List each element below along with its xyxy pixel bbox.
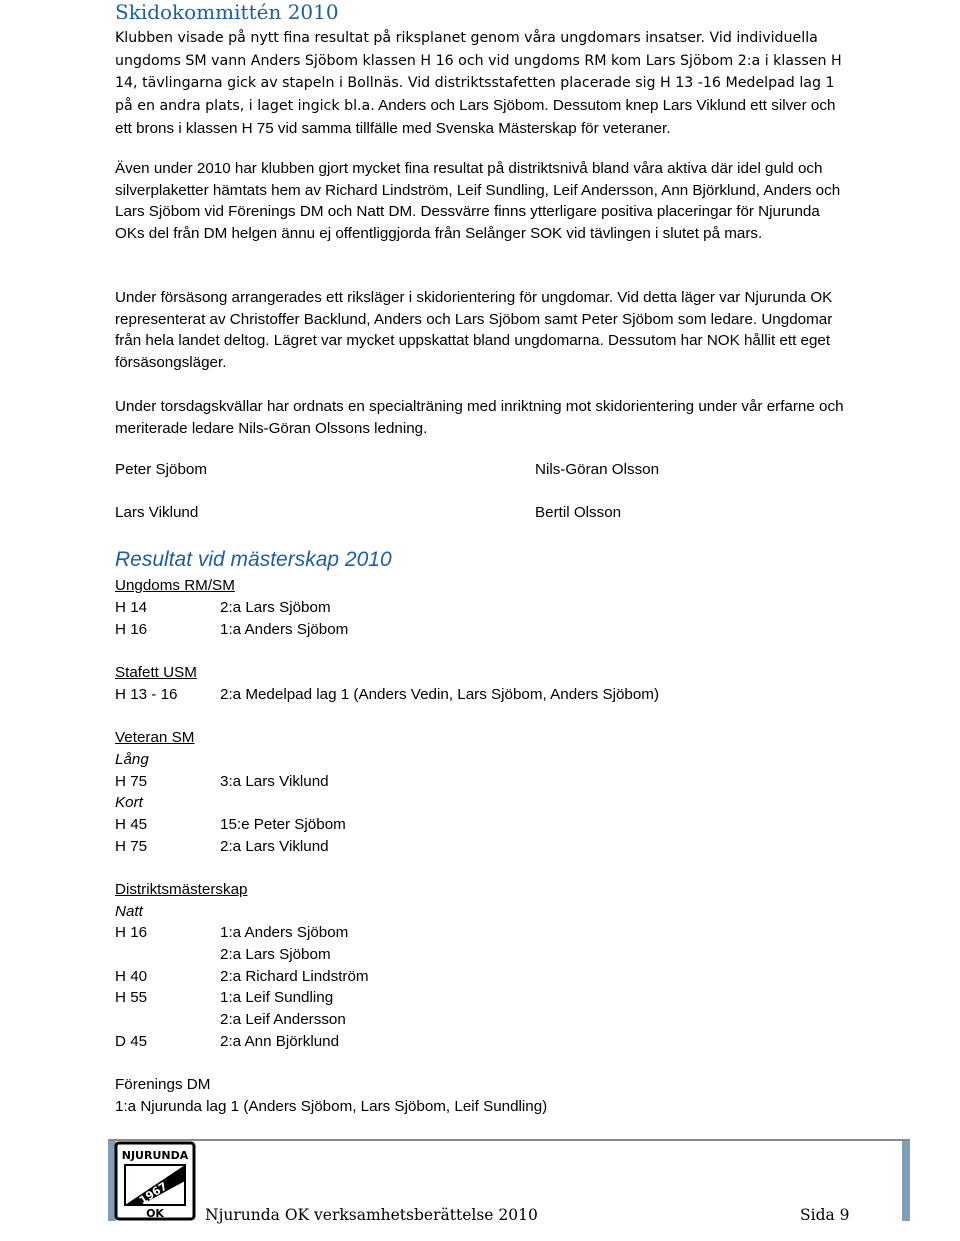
result-class: H 14 — [115, 599, 148, 616]
signature-name: Nils-Göran Olsson — [535, 461, 660, 478]
footer-title: Njurunda OK verksamhetsberättelse 2010 — [205, 1206, 538, 1224]
paragraph-1-part-a: Klubben visade på nytt fina resultat på riksplanet genom våra ungdomars insatser. Vid individuella ungdoms SM vann Anders Sjöbom klassen H 16 och vid ungdoms RM kom Lars Sjöbom 2:a i klassen H 14, tävlingarna gick av stapeln i Bollnäs. Vid distriktsstafetten placerade sig H 13 -16 Medelpad lag 1 på en andra plats, i laget ingick bl.a. — [115, 30, 842, 115]
result-class: H 55 — [115, 989, 148, 1006]
paragraph-4: Under torsdagskvällar har ordnats en specialträning med inriktning mot skidorientering under vår erfarne och meriterade ledare Nils-Göran Olssons ledning. — [115, 398, 844, 437]
page-heading: Skidokommittén 2010 — [115, 0, 339, 24]
paragraph-1-part-b: Anders och Lars Sjöbom. Dessutom knep Lars Viklund ett silver och ett brons i klassen H 75 vid samma tillfälle med Svenska Mästerskap för veteraner. — [115, 97, 836, 137]
result-placing: 1:a Anders Sjöbom — [220, 924, 349, 941]
paragraph-3: Under försäsong arrangerades ett riksläger i skidorientering för ungdomar. Vid detta läger var Njurunda OK representerat av Christoffer Backlund, Anders och Lars Sjöbom samt Peter Sjöbom som ledare. Ungdomar från hela landet deltog. Lägret var mycket uppskattat bland ungdomarna. Dessutom har NOK hållit ett eget försäsongsläger. — [115, 289, 833, 372]
footer-divider — [108, 1139, 910, 1141]
footer-bar-right — [902, 1141, 910, 1221]
result-placing: 2:a Lars Sjöbom — [220, 599, 331, 616]
result-placing: 2:a Lars Sjöbom — [220, 946, 331, 963]
club-logo — [113, 1141, 197, 1221]
section-title-distrikt: Distriktsmästerskap — [115, 881, 248, 898]
section-title-forenings: Förenings DM — [115, 1076, 211, 1093]
signature-name: Lars Viklund — [115, 504, 199, 521]
result-placing: 2:a Medelpad lag 1 (Anders Vedin, Lars Sjöbom, Anders Sjöbom) — [220, 686, 660, 703]
result-class: H 75 — [115, 773, 148, 790]
subsection-kort: Kort — [115, 794, 143, 811]
result-placing: 1:a Leif Sundling — [220, 989, 334, 1006]
result-placing: 15:e Peter Sjöbom — [220, 816, 346, 833]
subsection-natt: Natt — [115, 903, 143, 920]
result-class: H 16 — [115, 924, 148, 941]
result-class: H 13 - 16 — [115, 686, 178, 703]
section-title-ungdoms: Ungdoms RM/SM — [115, 577, 235, 594]
result-class: H 16 — [115, 621, 148, 638]
results-heading: Resultat vid mästerskap 2010 — [115, 548, 392, 571]
page-number: Sida 9 — [800, 1206, 850, 1224]
result-placing: 2:a Richard Lindström — [220, 968, 369, 985]
logo-text-top: NJURUNDA — [121, 1149, 189, 1162]
result-placing: 2:a Leif Andersson — [220, 1011, 346, 1028]
result-class: D 45 — [115, 1033, 148, 1050]
signature-name: Peter Sjöbom — [115, 461, 208, 478]
result-class: H 40 — [115, 968, 148, 985]
section-title-veteran: Veteran SM — [115, 729, 195, 746]
result-placing: 2:a Ann Björklund — [220, 1033, 340, 1050]
section-title-stafett: Stafett USM — [115, 664, 197, 681]
result-placing: 3:a Lars Viklund — [220, 773, 329, 790]
forenings-result: 1:a Njurunda lag 1 (Anders Sjöbom, Lars Sjöbom, Leif Sundling) — [115, 1098, 548, 1115]
result-class: H 75 — [115, 838, 148, 855]
subsection-lang: Lång — [115, 751, 149, 768]
signature-name: Bertil Olsson — [535, 504, 622, 521]
paragraph-1 — [115, 27, 845, 140]
logo-year: 1967 — [136, 1179, 170, 1208]
logo-text-bottom: OK — [146, 1207, 164, 1220]
result-placing: 1:a Anders Sjöbom — [220, 621, 349, 638]
result-placing: 2:a Lars Viklund — [220, 838, 329, 855]
result-class: H 45 — [115, 816, 148, 833]
paragraph-2: Även under 2010 har klubben gjort mycket fina resultat på distriktsnivå bland våra aktiva där idel guld och silverplaketter hämtats hem av Richard Lindström, Leif Sundling, Leif Andersson, Ann Björklund, Anders och Lars Sjöbom vid Förenings DM och Natt DM. Dessvärre finns ytterligare positiva placeringar för Njurunda OKs del från DM helgen ännu ej offentliggjorda från Selånger SOK vid tävlingen i slutet på mars. — [115, 160, 841, 243]
